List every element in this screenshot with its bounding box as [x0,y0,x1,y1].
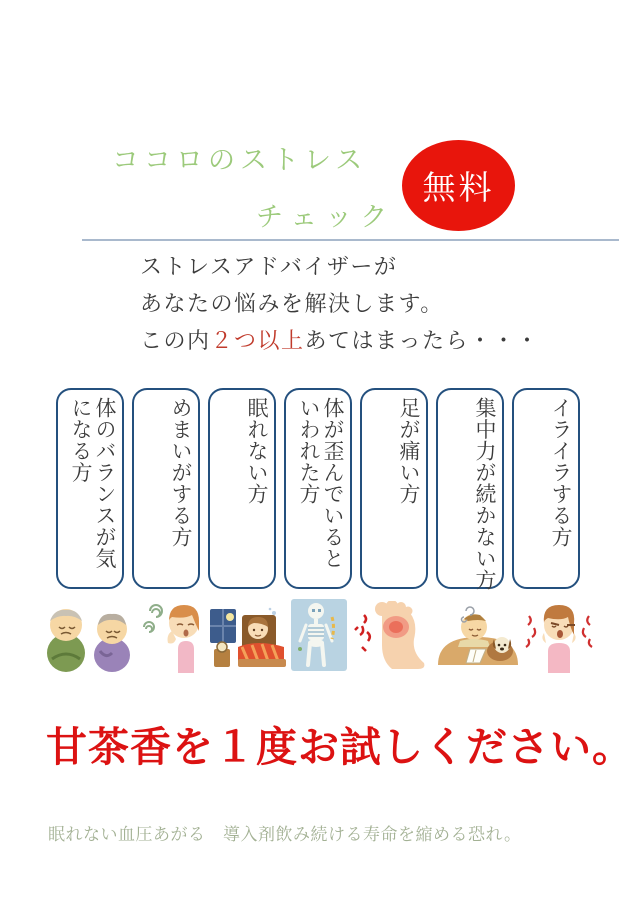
symptom-box-foot-pain [360,388,428,589]
symptom-text-column: 体のバランスが気 [93,397,117,569]
symptom-box-distorted-body [284,388,352,589]
page-title-line1: ココロのストレス [112,145,368,176]
worried-elderly-couple-illustration [40,601,138,673]
symptom-text-column: 体が歪んでいると [321,397,345,569]
symptom-text-column: になる方 [69,397,93,483]
sleepless-person-in-bed-illustration [208,603,286,673]
symptom-box-body-balance [56,388,124,589]
intro-paragraph [140,249,540,360]
symptom-text-column: 眠れない方 [245,397,269,505]
header-divider [82,239,619,241]
dizzy-woman-illustration [142,597,204,673]
symptom-text-column: 足が痛い方 [397,397,421,505]
intro-line-2: あなたの悩みを解決します。 [140,292,444,317]
page-title-line2: チェック [256,202,396,233]
cta-text: 甘茶香を１度お試しください。 [46,723,634,771]
skeleton-xray-illustration [290,597,348,673]
symptom-text-column: 集中力が続かない方 [473,397,497,591]
illustration-row [40,597,594,673]
symptom-text-column: めまいがする方 [169,397,193,548]
irritated-woman-illustration [524,595,594,673]
symptom-text-column: いわれた方 [297,397,321,505]
symptom-box-dizziness [132,388,200,589]
intro-line3-highlight: ２つ以上 [210,329,305,354]
intro-line-1: ストレスアドバイザーが [140,255,398,280]
symptom-text-column: イライラする方 [549,397,573,548]
intro-line3-prefix: この内 [140,329,211,354]
tired-student-with-dog-illustration [436,603,520,673]
footnote-text: 眠れない血圧あがる 導入剤飲み続ける寿命を縮める恐れ。 [48,825,522,845]
symptom-box-row [56,388,580,589]
painful-foot-illustration [352,601,432,673]
intro-line3-suffix: あてはまったら・・・ [304,329,540,354]
symptom-box-concentration [436,388,504,589]
intro-line-3 [140,323,540,360]
symptom-box-sleepless [208,388,276,589]
free-badge: 無料 [402,140,515,231]
symptom-box-irritation [512,388,580,589]
